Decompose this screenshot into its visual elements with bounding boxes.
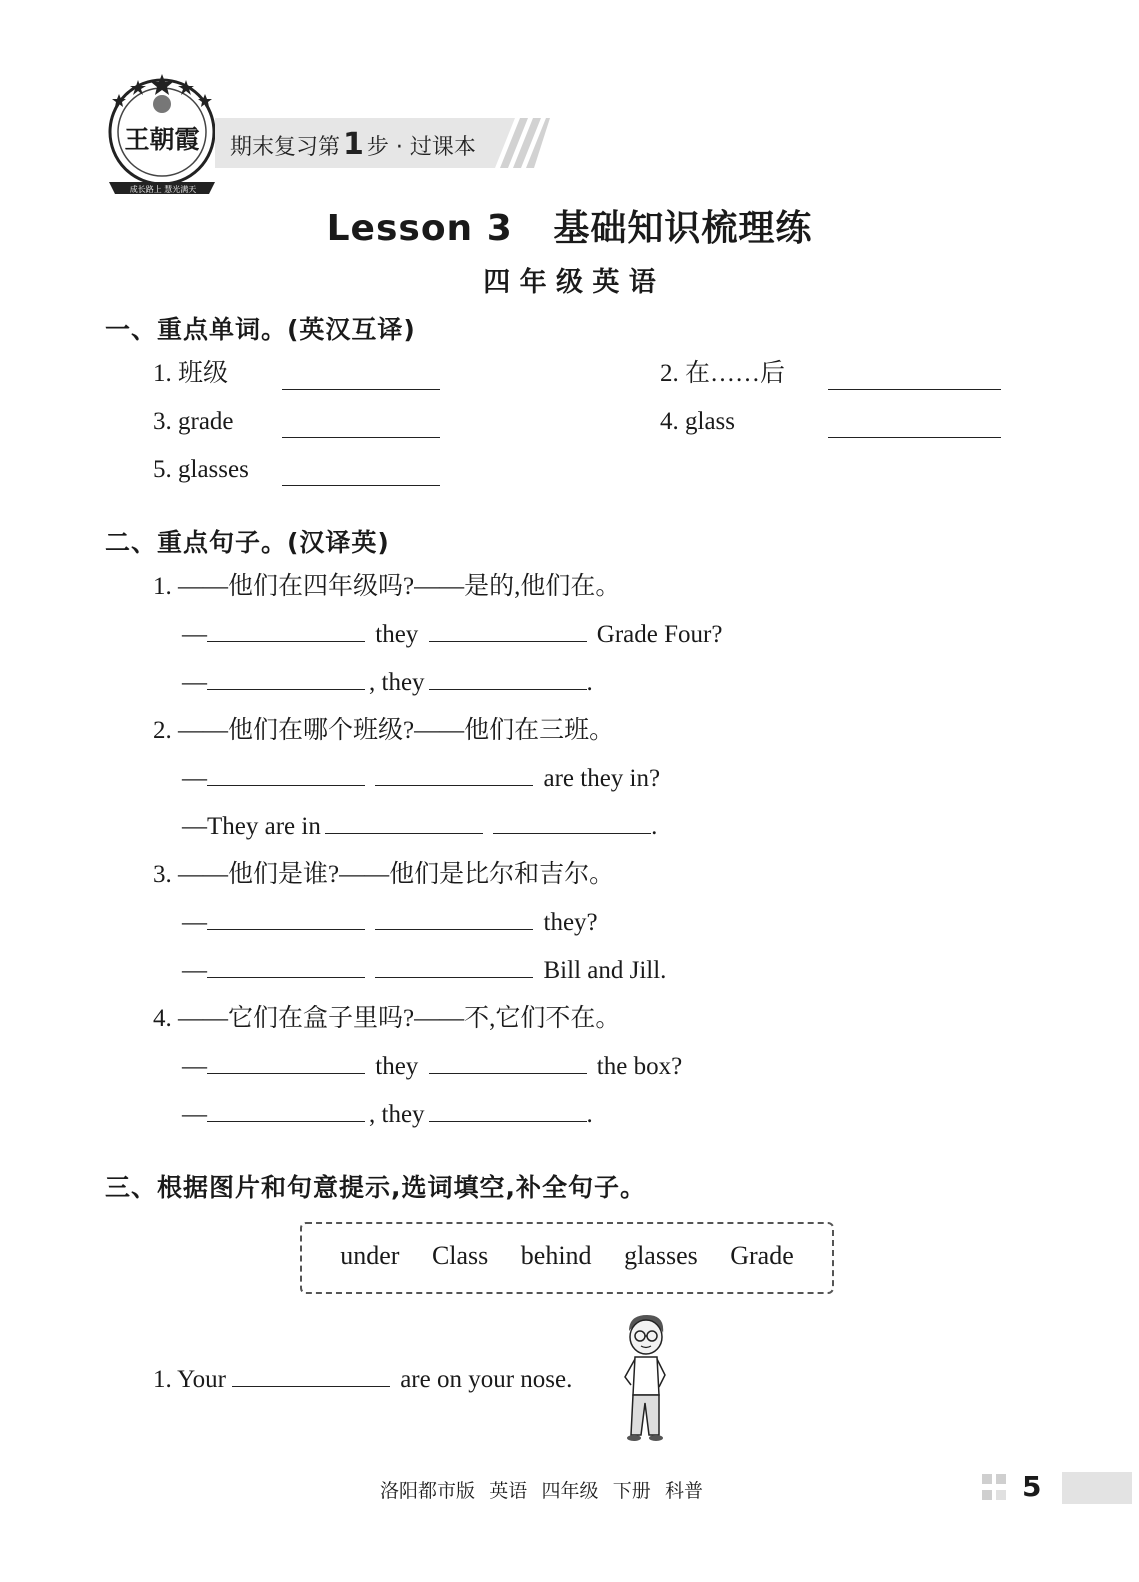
publisher-logo [103,70,221,200]
word-item-1 [153,358,228,390]
q1-a1-end: Grade Four? [596,621,723,648]
boy-glasses-icon [615,1313,675,1443]
answer-blank[interactable] [207,688,365,690]
section1-heading: 一、重点单词。(英汉互译) [105,315,416,344]
q1-a2-end: . [586,669,593,696]
answer-blank[interactable] [429,640,587,642]
q1-start: 1. Your [153,1366,226,1393]
word-item-4-label: 4. glass [660,408,735,435]
word-item-4 [660,406,735,438]
answer-blank[interactable] [207,1120,365,1122]
q3-a1-end: they? [543,909,598,936]
answer-blank[interactable] [429,1072,587,1074]
banner-text [230,127,476,162]
page-number: 5 [1022,1470,1042,1503]
answer-blank[interactable] [429,1120,587,1122]
word-bank-word: glasses [624,1241,698,1270]
answer-blank[interactable] [375,928,533,930]
sentence-answer-1a: — they Grade Four? [182,621,723,648]
banner-suffix: 步 · 过课本 [366,135,476,160]
word-item-3 [153,406,234,438]
answer-blank[interactable] [207,928,365,930]
banner-prefix: 期末复习第 [230,135,341,160]
word-item-1-label: 1. 班级 [153,360,229,387]
word-item-5-label: 5. glasses [153,456,249,483]
page-subtitle: 四 年 级 英 语 [483,267,656,298]
word-bank-word: Class [431,1241,489,1270]
q4-a2-end: . [586,1101,593,1128]
word-bank-word: under [340,1241,400,1270]
word-item-2 [660,358,785,390]
answer-blank[interactable] [282,388,440,390]
sentence-answer-2b [182,811,657,843]
banner-step-number: 1 [343,127,364,162]
answer-blank[interactable] [282,436,440,438]
answer-blank[interactable] [375,976,533,978]
section3-heading: 三、根据图片和句意提示,选词填空,补全句子。 [105,1173,646,1202]
sentence-answer-4a: — they the box? [182,1053,683,1080]
word-item-3-label: 3. grade [153,408,234,435]
q4-a1-mid: they [375,1053,419,1080]
answer-blank[interactable] [207,784,365,786]
section2-heading: 二、重点句子。(汉译英) [105,528,390,557]
answer-blank[interactable] [232,1385,390,1387]
sentence-answer-2a: — are they in? [182,765,661,792]
answer-blank[interactable] [828,436,1001,438]
word-item-5 [153,454,249,486]
q1-a1-mid: they [375,621,419,648]
answer-blank[interactable] [375,784,533,786]
answer-blank[interactable] [325,832,483,834]
sentence-answer-1b: — , they . [182,669,593,696]
footer-edition: 洛阳都市版 英语 四年级 下册 科普 [380,1481,704,1502]
answer-blank[interactable] [207,976,365,978]
q2-a2-start: —They are in [182,813,321,840]
answer-blank[interactable] [828,388,1001,390]
q1-a2-mid: , they [369,669,425,696]
logo-motto: 成长路上 慧光满天 [129,185,197,194]
sentence-prompt-3: 3. ——他们是谁?——他们是比尔和吉尔。 [153,861,615,888]
footer-decoration [978,1472,1018,1504]
boy-with-glasses-illustration [615,1313,675,1443]
fill-sentence-1 [153,1364,572,1396]
sentence-prompt-1: 1. ——他们在四年级吗?——是的,他们在。 [153,573,621,600]
review-step-banner [215,118,550,168]
word-bank-word: behind [520,1241,592,1270]
sentence-prompt-2: 2. ——他们在哪个班级?——他们在三班。 [153,717,615,744]
q3-a2-end: Bill and Jill. [543,957,667,984]
q4-a2-mid: , they [369,1101,425,1128]
footer-bar [1062,1472,1132,1504]
word-bank-word: Grade [730,1241,794,1270]
page-title: Lesson 3 基础知识梳理练 [326,208,813,249]
q2-a1-end: are they in? [543,765,661,792]
word-item-2-label: 2. 在……后 [660,360,786,387]
q4-a1-end: the box? [596,1053,683,1080]
logo-name: 王朝霞 [124,125,200,154]
answer-blank[interactable] [493,832,651,834]
sentence-answer-3b: — Bill and Jill. [182,957,667,984]
q2-a2-end: . [651,813,658,840]
answer-blank[interactable] [429,688,587,690]
sentence-prompt-4: 4. ——它们在盒子里吗?——不,它们不在。 [153,1005,621,1032]
answer-blank[interactable] [282,484,440,486]
answer-blank[interactable] [207,1072,365,1074]
sentence-answer-3a: — they? [182,909,598,936]
pixel-blocks-icon [978,1472,1018,1504]
q1-end: are on your nose. [400,1366,573,1393]
answer-blank[interactable] [207,640,365,642]
word-bank-box [300,1222,834,1294]
sentence-answer-4b: — , they . [182,1101,593,1128]
